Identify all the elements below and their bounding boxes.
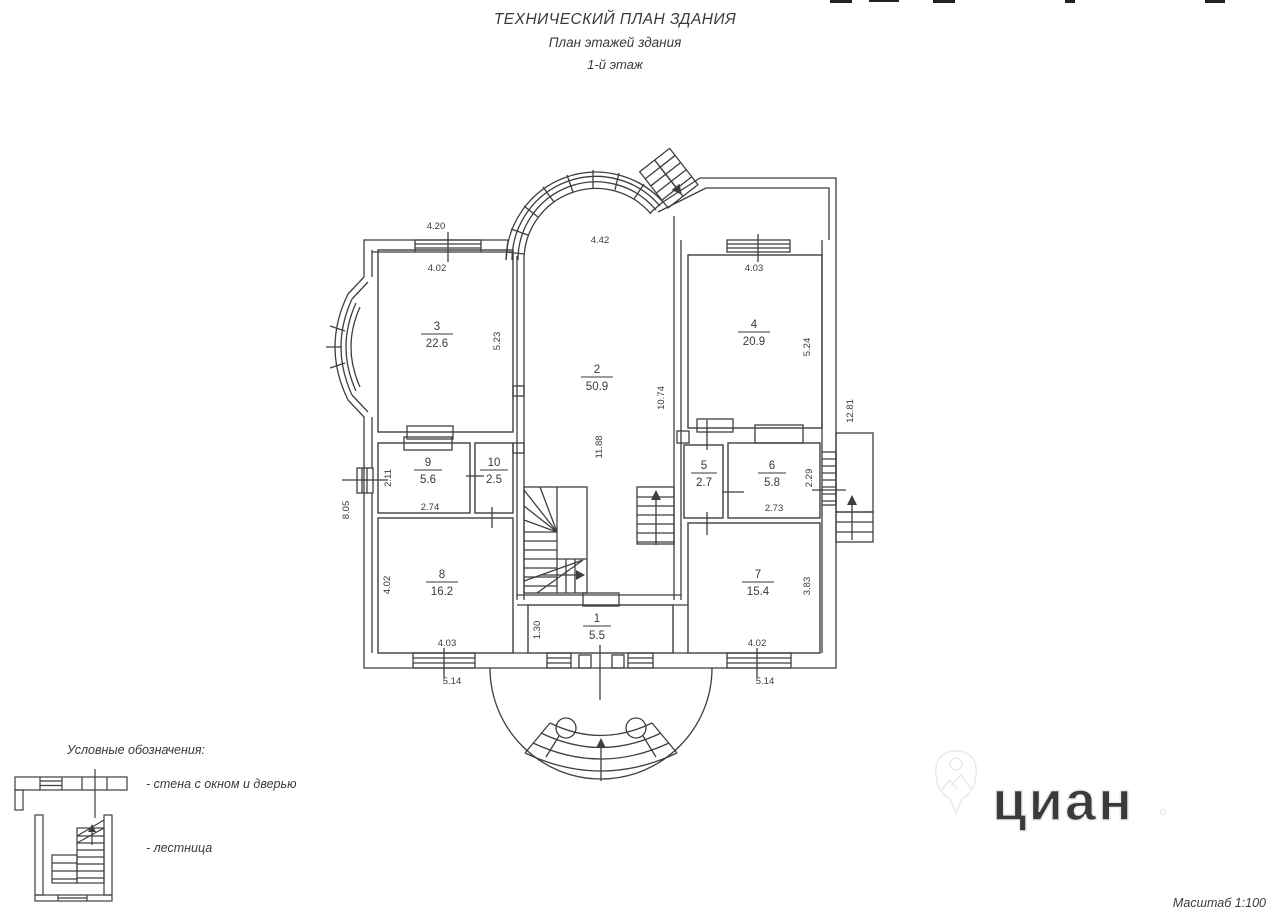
- watermark: [936, 751, 1166, 832]
- dimension-label: 1.30: [532, 620, 543, 640]
- porch-column-right: [626, 718, 646, 738]
- room-3-number: 3: [433, 321, 441, 333]
- right-stair-arrow: [847, 495, 857, 505]
- room-9-area: 5.6: [420, 474, 436, 486]
- room-label-10: [480, 457, 508, 486]
- room-10-area: 2.5: [486, 474, 502, 486]
- room-7-number: 7: [754, 569, 762, 581]
- room-label-6: [758, 460, 786, 489]
- dimension-label: 4.02: [382, 575, 393, 595]
- dimension-label: 4.20: [426, 221, 446, 232]
- room-5-area: 2.7: [696, 477, 712, 489]
- page-title: ТЕХНИЧЕСКИЙ ПЛАН ЗДАНИЯ: [493, 11, 737, 28]
- room-label-8: [426, 569, 458, 598]
- central-staircase: [524, 487, 674, 593]
- dimension-label: 4.42: [590, 235, 610, 246]
- legend-stair-symbol: [35, 815, 112, 901]
- room-label-7: [742, 569, 774, 598]
- dimension-label: 4.02: [747, 638, 767, 649]
- porch-column-left: [556, 718, 576, 738]
- dimension-label: 4.03: [437, 638, 457, 649]
- floor-label: 1-й этаж: [587, 57, 643, 72]
- room-4-area: 20.9: [742, 336, 766, 348]
- room-label-5: [691, 460, 717, 489]
- scan-artifacts: [830, 0, 1225, 3]
- room-label-1: [583, 613, 611, 642]
- room-5-number: 5: [700, 460, 708, 472]
- stair-arrow-right: [576, 570, 585, 580]
- external-staircase-right: [836, 433, 873, 542]
- dimension-label: 12.81: [845, 399, 856, 423]
- room-9-number: 9: [424, 457, 432, 469]
- porch-entry-arrow: [596, 738, 606, 748]
- room-8-area: 16.2: [430, 586, 454, 598]
- scale-label: Масштаб 1:100: [1172, 896, 1266, 910]
- room-2-area: 50.9: [585, 381, 609, 393]
- room-1-number: 1: [593, 613, 601, 625]
- dimension-label: 3.83: [802, 576, 813, 596]
- room-8-number: 8: [438, 569, 446, 581]
- dimension-label: 11.88: [594, 435, 605, 459]
- room-1-area: 5.5: [589, 630, 605, 642]
- room-label-3: [421, 321, 453, 350]
- dimension-label: 5.14: [755, 676, 775, 687]
- dimension-label: 2.11: [383, 469, 394, 487]
- header: [494, 10, 736, 72]
- legend-stair-label: - лестница: [146, 841, 213, 855]
- room-4-number: 4: [750, 319, 758, 331]
- room-label-9: [414, 457, 442, 486]
- room-7-area: 15.4: [746, 586, 770, 598]
- entrance-porch: [490, 668, 712, 781]
- watermark-dot: [1161, 810, 1166, 815]
- legend-wall-symbol: [15, 769, 127, 818]
- dimension-label: 2.74: [420, 502, 440, 513]
- dimension-label: 4.03: [744, 263, 764, 274]
- page-subtitle: План этажей здания: [548, 35, 682, 50]
- dimension-label: 10.74: [656, 386, 667, 410]
- dimension-label: 5.14: [442, 676, 462, 687]
- watermark-pin-icon: [936, 751, 976, 813]
- dimension-label: 2.29: [804, 468, 815, 488]
- external-staircase-top: [640, 148, 698, 208]
- room-label-2: [581, 364, 613, 393]
- legend: [15, 743, 297, 901]
- dimension-label: 8.05: [341, 500, 352, 520]
- room-label-4: [738, 319, 770, 348]
- bay-window-left: [326, 282, 368, 412]
- dimension-label: 2.73: [764, 503, 784, 514]
- dimension-label: 5.23: [492, 331, 503, 351]
- legend-wall-label: - стена с окном и дверью: [146, 777, 297, 791]
- room-2-number: 2: [593, 364, 601, 376]
- dimension-label: 4.02: [427, 263, 447, 274]
- room-10-number: 10: [487, 457, 501, 469]
- room-6-number: 6: [768, 460, 776, 472]
- stair-arrow-up: [651, 490, 661, 500]
- room-3-area: 22.6: [425, 338, 449, 350]
- watermark-text: циан: [992, 769, 1134, 832]
- room-6-area: 5.8: [764, 477, 780, 489]
- legend-title: Условные обозначения:: [67, 743, 205, 757]
- dimension-label: 5.24: [802, 337, 813, 357]
